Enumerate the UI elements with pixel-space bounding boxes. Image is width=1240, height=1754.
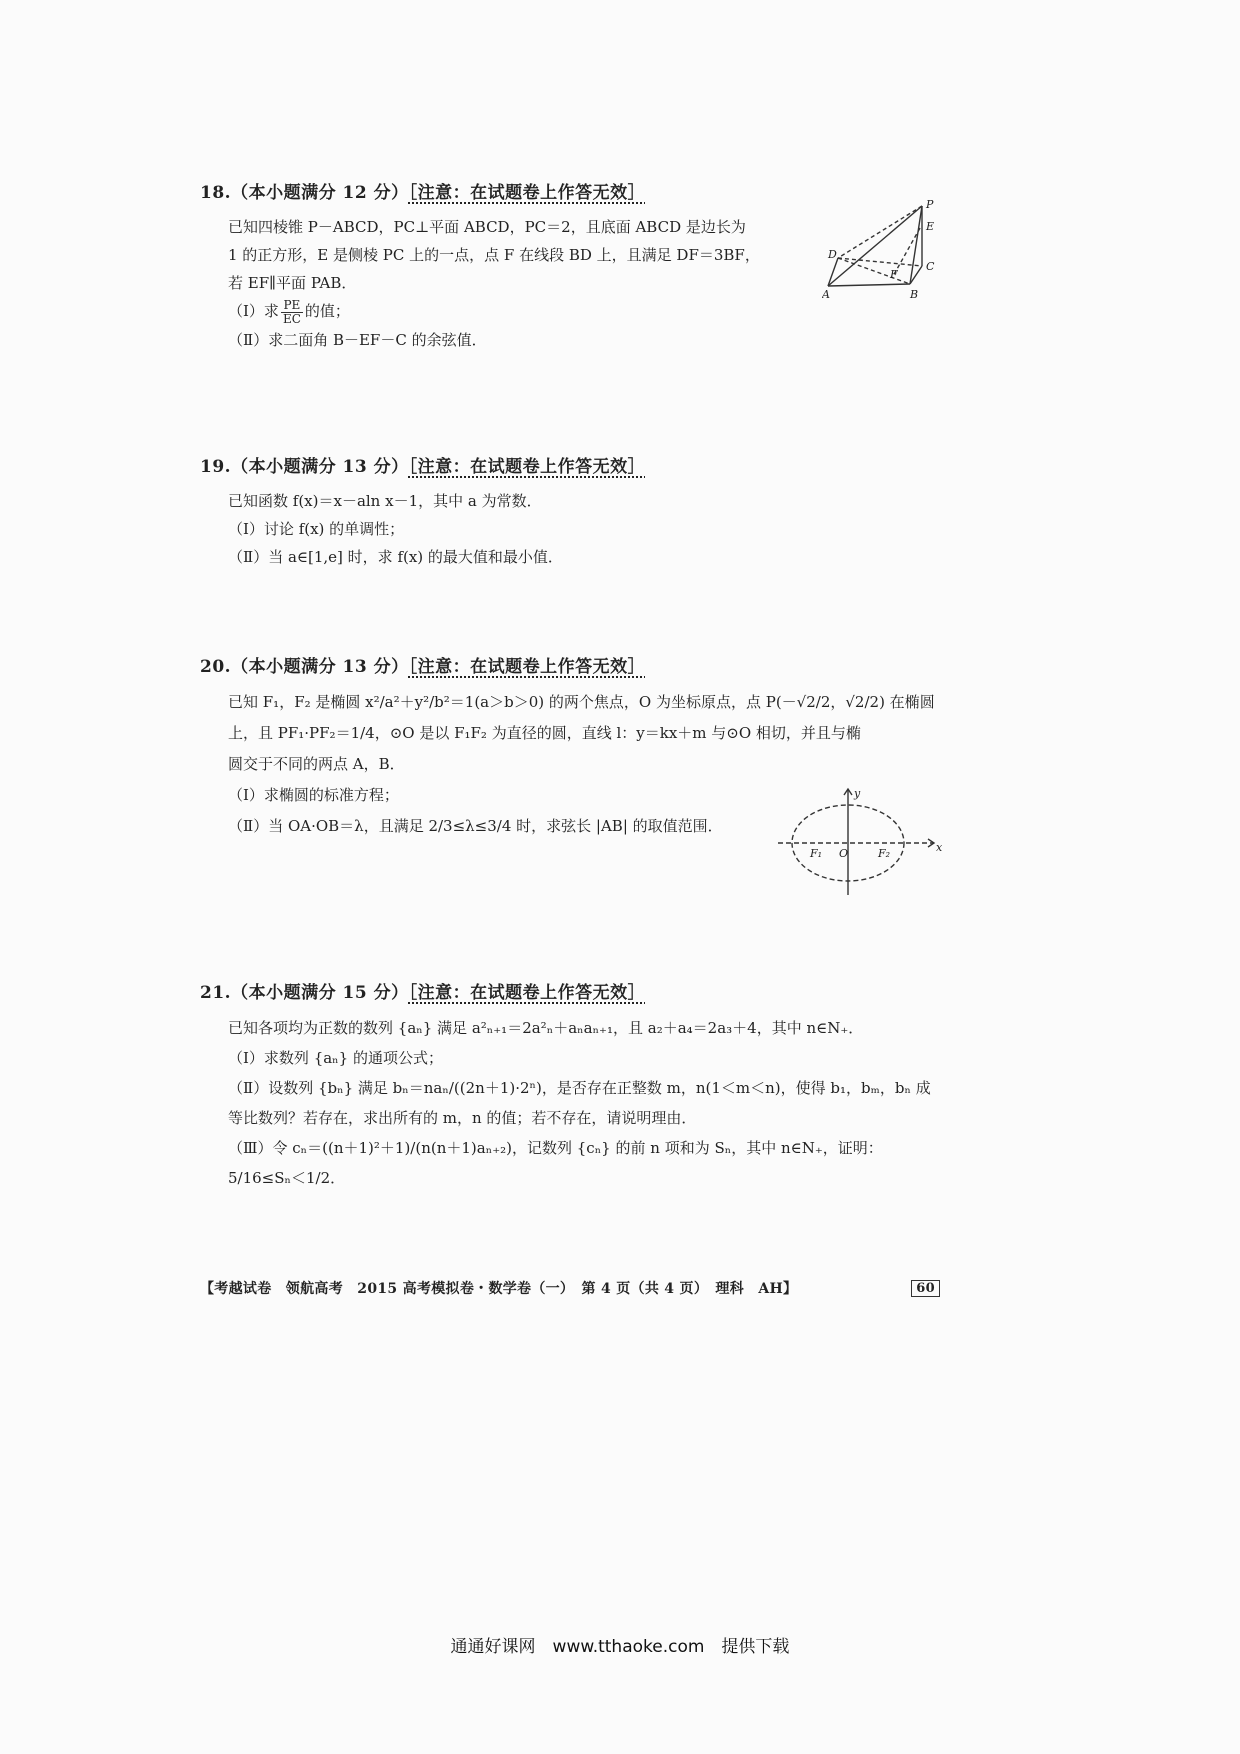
sub-question-2: （Ⅱ）设数列 {bₙ} 满足 bₙ＝naₙ/((2n＋1)·2ⁿ)，是否存在正整数 m，n(1＜m＜n)，使得 b₁，bₘ，bₙ 成 bbox=[228, 1079, 931, 1097]
warning-note: ［注意：在试题卷上作答无效］ bbox=[408, 657, 646, 677]
label-f: F bbox=[890, 268, 898, 281]
label-p: P bbox=[926, 198, 934, 211]
fraction-denominator: EC bbox=[282, 311, 301, 326]
question-19-header bbox=[200, 452, 940, 477]
warning-note: ［注意：在试题卷上作答无效］ bbox=[408, 983, 646, 1003]
question-number: 19. bbox=[200, 457, 232, 477]
edge-ab bbox=[828, 284, 910, 286]
question-19-body bbox=[228, 487, 940, 571]
question-20-header bbox=[200, 652, 940, 677]
label-x: x bbox=[936, 841, 943, 854]
site-watermark: 通通好课网 www.tthaoke.com 提供下载 bbox=[450, 1637, 790, 1657]
sub-question-2-continued: 等比数列？若存在，求出所有的 m，n 的值；若不存在，请说明理由． bbox=[228, 1109, 697, 1127]
sub-question-1: （Ⅰ）求数列 {aₙ} 的通项公式； bbox=[228, 1049, 443, 1067]
sub-question-2: （Ⅱ）求二面角 B－EF－C 的余弦值． bbox=[228, 330, 487, 349]
score-note: （本小题满分 12 分） bbox=[231, 183, 409, 203]
page-code-box: 60 bbox=[911, 1280, 940, 1297]
question-number: 20. bbox=[200, 657, 232, 677]
question-number: 21. bbox=[200, 983, 232, 1003]
ellipse-figure bbox=[776, 785, 944, 897]
question-21 bbox=[200, 978, 940, 1193]
label-c: C bbox=[926, 260, 935, 273]
question-21-body bbox=[228, 1013, 940, 1193]
label-f1: F₁ bbox=[810, 847, 823, 860]
warning-note: ［注意：在试题卷上作答无效］ bbox=[408, 183, 646, 203]
edge-pb bbox=[910, 206, 922, 284]
sub-question-2: （Ⅱ）当 OA·OB＝λ，且满足 2/3≤λ≤3/4 时，求弦长 |AB| 的取值范围． bbox=[228, 817, 723, 835]
label-o: O bbox=[839, 847, 849, 860]
sub-question-2: （Ⅱ）当 a∈[1,e] 时，求 f(x) 的最大值和最小值． bbox=[228, 548, 563, 566]
sub-question-suffix: 的值； bbox=[304, 302, 350, 320]
question-text: 圆交于不同的两点 A，B． bbox=[228, 755, 405, 773]
footer-text: 【考越试卷 领航高考 2015 高考模拟卷・数学卷（一） 第 4 页（共 4 页） 理科 AH】 bbox=[200, 1281, 798, 1297]
question-19 bbox=[200, 452, 940, 571]
question-21-header bbox=[200, 978, 940, 1003]
edge-pa bbox=[828, 206, 922, 286]
label-a: A bbox=[822, 288, 830, 301]
question-text: 1 的正方形，E 是侧棱 PC 上的一点，点 F 在线段 BD 上，且满足 DF＝3BF， bbox=[228, 246, 760, 264]
score-note: （本小题满分 15 分） bbox=[231, 983, 409, 1003]
sub-question-1: （Ⅰ）求椭圆的标准方程； bbox=[228, 786, 399, 804]
fraction bbox=[281, 299, 303, 326]
sub-question-1: （Ⅰ）讨论 f(x) 的单调性； bbox=[228, 520, 405, 538]
label-y: y bbox=[854, 787, 861, 800]
question-text: 上，且 PF₁·PF₂＝1/4，⊙O 是以 F₁F₂ 为直径的圆，直线 l：y＝kx＋m 与⊙O 相切，并且与椭 bbox=[228, 724, 861, 742]
sub-question-3: （Ⅲ）令 cₙ＝((n＋1)²＋1)/(n(n＋1)aₙ₊₂)，记数列 {cₙ} 的前 n 项和为 Sₙ，其中 n∈N₊，证明：5/16≤Sₙ＜1/2． bbox=[228, 1139, 883, 1187]
page-footer bbox=[200, 1278, 940, 1298]
label-b: B bbox=[910, 288, 919, 301]
question-text: 若 EF∥平面 PAB． bbox=[228, 274, 357, 292]
label-f2: F₂ bbox=[878, 847, 891, 860]
sub-question-prefix: （Ⅰ）求 bbox=[228, 302, 279, 320]
question-text: 已知函数 f(x)＝x－aln x－1，其中 a 为常数． bbox=[228, 492, 542, 510]
question-text: 已知四棱锥 P－ABCD，PC⊥平面 ABCD，PC＝2，且底面 ABCD 是边长为 bbox=[228, 218, 746, 236]
score-note: （本小题满分 13 分） bbox=[231, 657, 409, 677]
question-number: 18. bbox=[200, 183, 232, 203]
label-d: D bbox=[828, 248, 837, 261]
pyramid-figure bbox=[822, 198, 938, 326]
warning-note: ［注意：在试题卷上作答无效］ bbox=[408, 457, 646, 477]
edge-dc bbox=[838, 258, 922, 266]
score-note: （本小题满分 13 分） bbox=[231, 457, 409, 477]
fraction-numerator: PE bbox=[281, 299, 303, 313]
question-text: 已知 F₁，F₂ 是椭圆 x²/a²＋y²/b²＝1(a＞b＞0) 的两个焦点，O 为坐标原点，点 P(－√2/2，√2/2) 在椭圆 bbox=[228, 693, 935, 711]
question-text: 已知各项均为正数的数列 {aₙ} 满足 a²ₙ₊₁＝2a²ₙ＋aₙaₙ₊₁，且 a₂＋a₄＝2a₃＋4，其中 n∈N₊． bbox=[228, 1019, 864, 1037]
edge-pd bbox=[838, 206, 922, 258]
label-e: E bbox=[926, 220, 935, 233]
